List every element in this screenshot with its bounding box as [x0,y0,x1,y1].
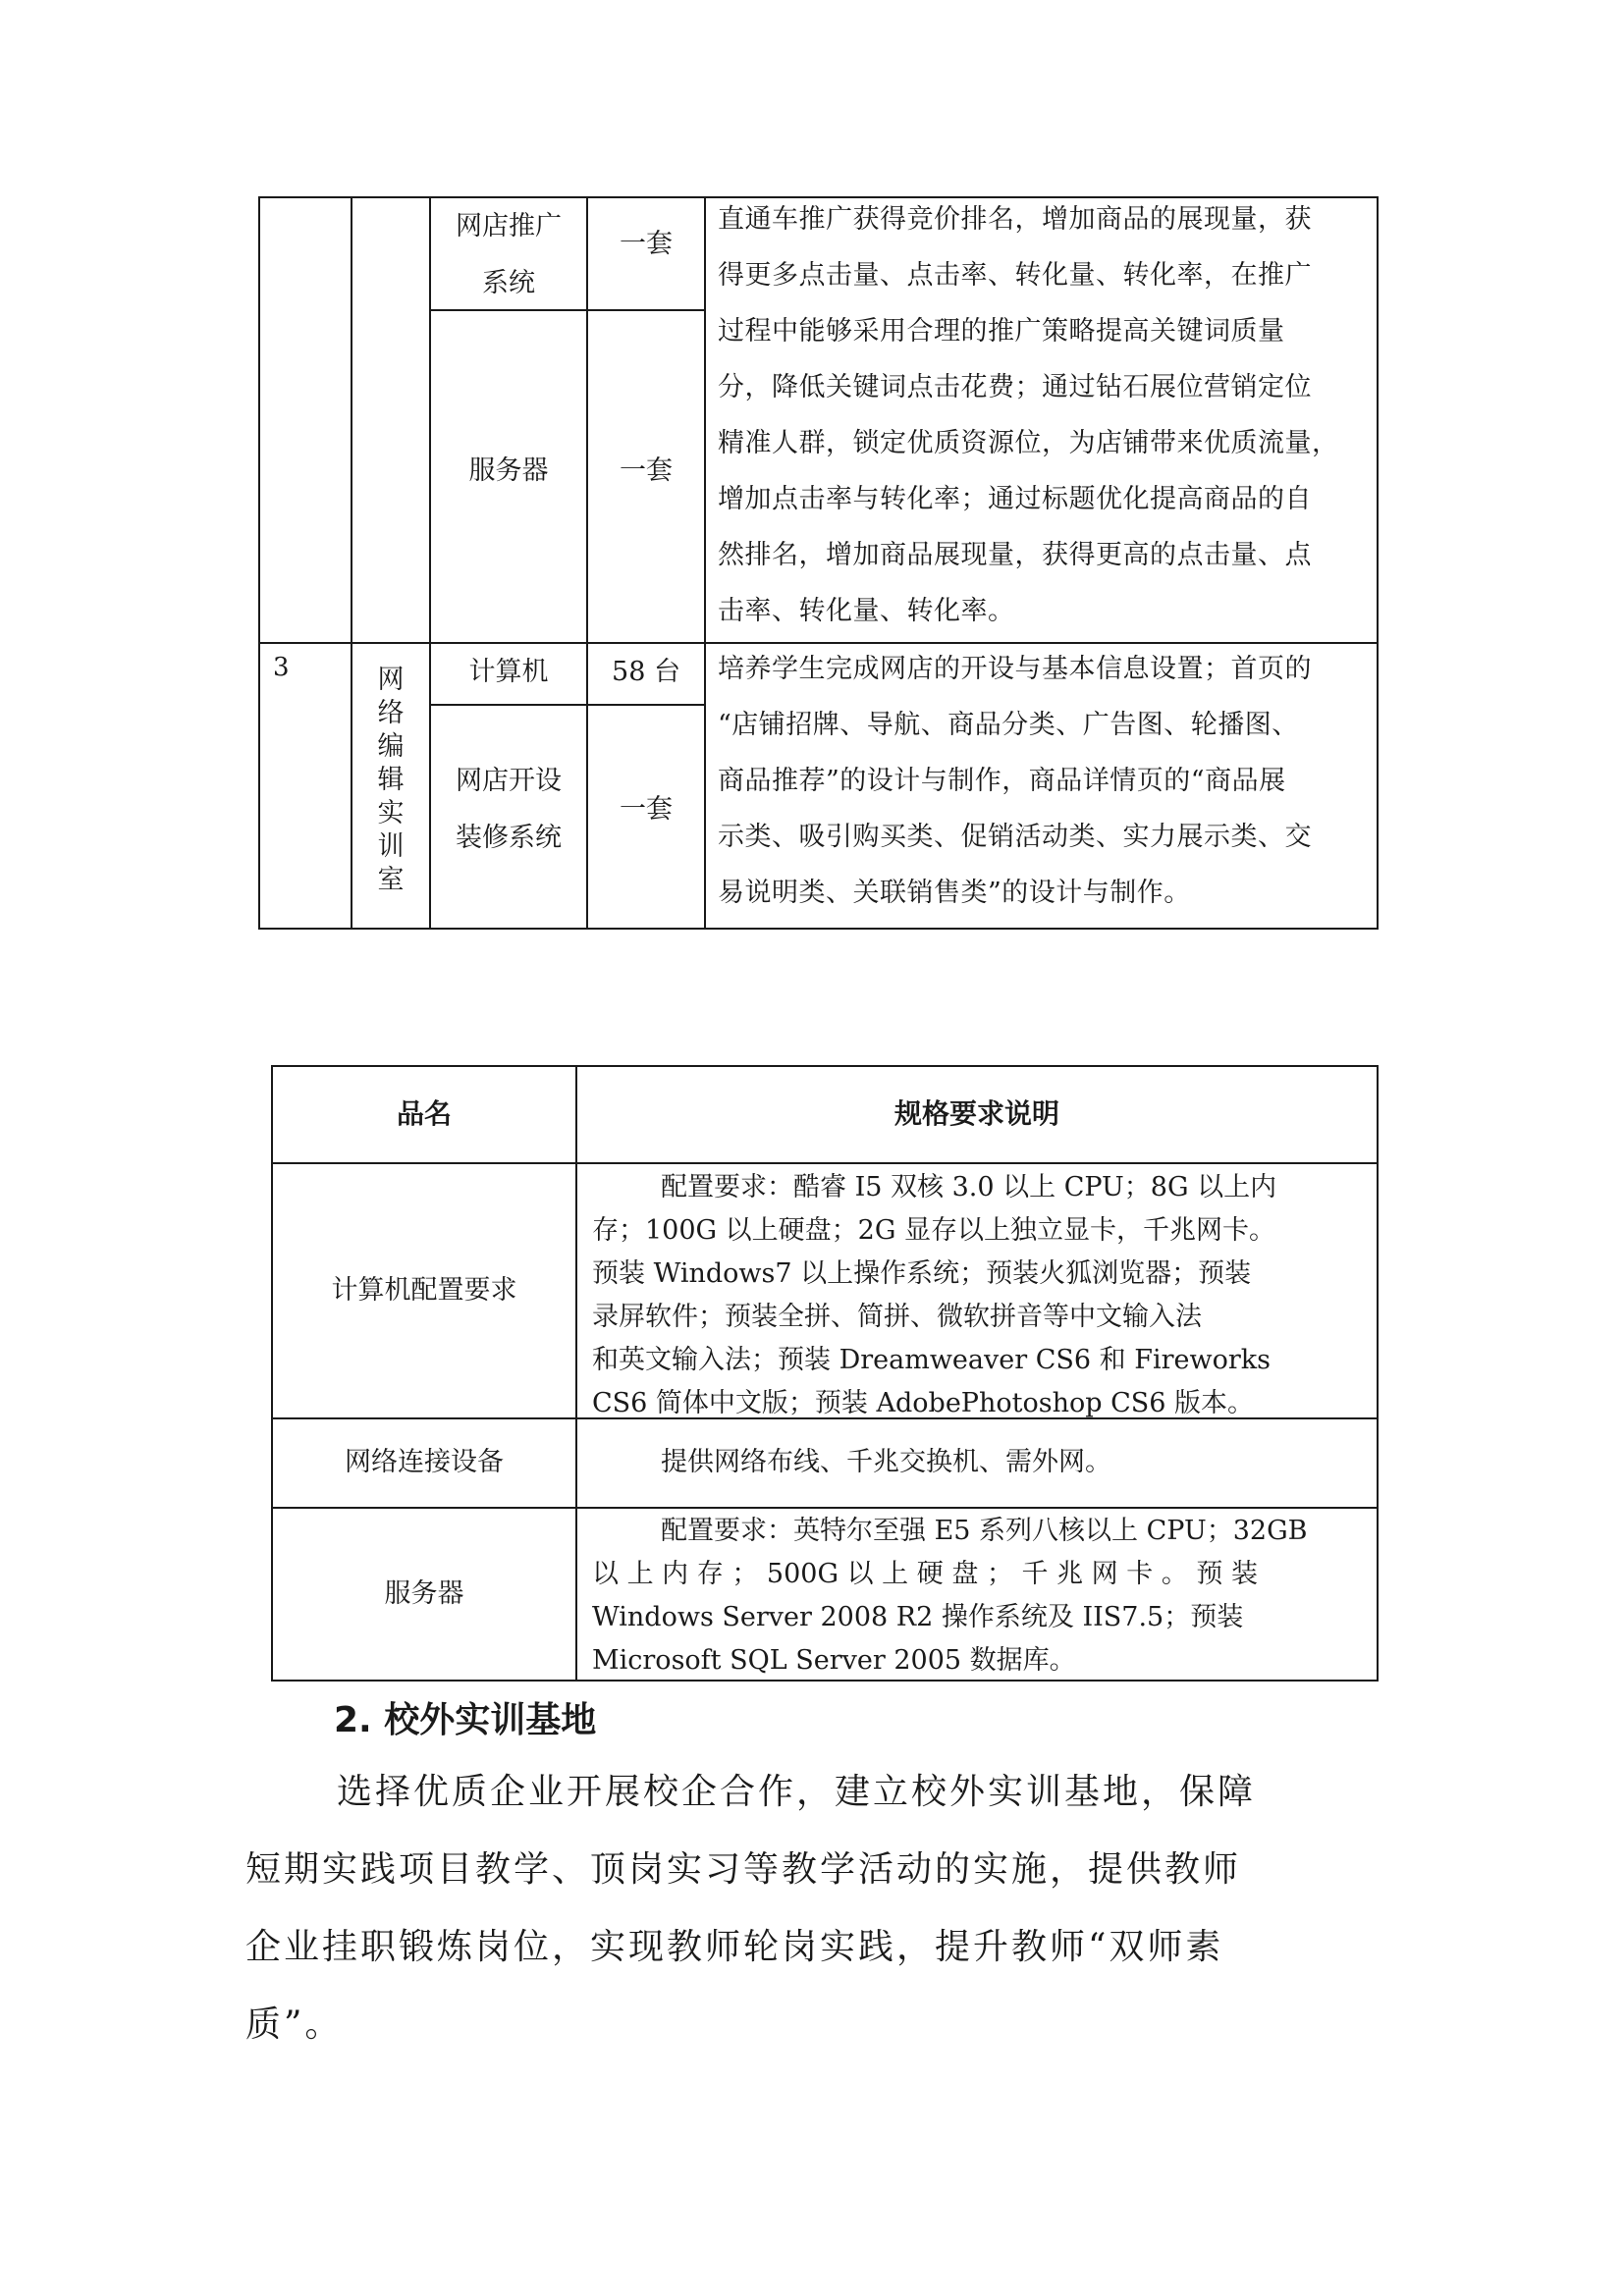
spec-description [592,1166,1368,1425]
row-index: 3 [273,653,290,682]
column-header-name: 品名 [396,1097,452,1130]
spec-table [0,1060,1624,1688]
spec-line: 提供网络布线、千兆交换机、需外网。 [661,1447,1111,1477]
table1-col-divider [704,196,706,930]
item-name [431,198,586,312]
item-quantity: 一套 [620,794,673,825]
description-line: 培养学生完成网店的开设与基本信息设置；首页的 [718,654,1312,684]
description-line: 然排名，增加商品展现量，获得更高的点击量、点 [718,540,1312,570]
table1-border-bottom [258,928,1379,930]
table2-row-divider [271,1507,1379,1509]
item-description [718,191,1372,639]
paragraph-line: 选择优质企业开展校企合作，建立校外实训基地，保障 [337,1772,1257,1812]
description-line: 精准人群，锁定优质资源位，为店铺带来优质流量， [718,428,1339,458]
table1-item-divider [429,704,704,706]
spec-item-name: 网络连接设备 [345,1447,504,1477]
description-line: 商品推荐”的设计与制作，商品详情页的“商品展 [718,766,1286,796]
item-description [718,641,1372,921]
description-line: 分，降低关键词点击花费；通过钻石展位营销定位 [718,372,1312,402]
item-name: 服务器 [468,455,549,486]
table1-col-divider [351,196,352,930]
description-line: 示类、吸引购买类、促销活动类、实力展示类、交 [718,822,1312,852]
spec-item-name: 计算机配置要求 [331,1275,517,1306]
item-quantity: 一套 [620,229,673,259]
spec-line: 预装 Windows7 以上操作系统；预装火狐浏览器；预装 [592,1258,1252,1289]
column-header-spec: 规格要求说明 [893,1097,1059,1130]
spec-line: Microsoft SQL Server 2005 数据库。 [592,1645,1076,1676]
spec-line: 配置要求：英特尔至强 E5 系列八核以上 CPU；32GB [661,1516,1308,1546]
table2-border-right [1377,1065,1379,1682]
paragraph-line: 企业挂职锻炼岗位，实现教师轮岗实践，提升教师“双师素 [245,1927,1224,1967]
paragraph-line: 短期实践项目教学、顶岗实习等教学活动的实施，提供教师 [245,1849,1242,1890]
section-paragraph [245,1753,1394,2063]
item-name-line: 系统 [482,268,535,298]
table2-col-divider [575,1065,577,1682]
spec-line: Windows Server 2008 R2 操作系统及 IIS7.5；预装 [592,1602,1244,1632]
section-heading: 2. 校外实训基地 [334,1700,597,1740]
description-line: 过程中能够采用合理的推广策略提高关键词质量 [718,316,1285,347]
spec-item-name: 服务器 [384,1578,464,1609]
item-name-line: 装修系统 [456,823,562,853]
description-line: 击率、转化量、转化率。 [718,596,1015,626]
item-name-line: 网店开设 [456,766,562,796]
spec-description [592,1510,1368,1682]
paragraph-line: 质”。 [245,2004,344,2045]
description-line: “店铺招牌、导航、商品分类、广告图、轮播图、 [718,710,1299,740]
spec-description [592,1441,1368,1484]
table2-header-divider [271,1162,1379,1164]
item-name: 计算机 [468,657,549,687]
table1-border-left [258,196,260,930]
item-quantity: 一套 [620,455,673,486]
item-quantity: 58 台 [612,657,680,687]
room-name: 网络编辑实训室 [377,665,405,895]
description-line: 得更多点击量、点击率、转化量、转化率，在推广 [718,260,1312,291]
spec-line: 配置要求：酷睿 I5 双核 3.0 以上 CPU；8G 以上内 [661,1172,1277,1202]
spec-line: 和英文输入法；预装 Dreamweaver CS6 和 Fireworks [592,1345,1271,1375]
spec-line: 存；100G 以上硬盘；2G 显存以上独立显卡，千兆网卡。 [592,1215,1276,1246]
description-line: 直通车推广获得竞价排名，增加商品的展现量，获 [718,204,1312,235]
item-name [431,753,586,867]
spec-line: 录屏软件；预装全拼、简拼、微软拼音等中文输入法 [592,1302,1202,1332]
table2-border-top [271,1065,1379,1067]
spec-line: 以 上 内 存 ； 500G 以 上 硬 盘 ； 千 兆 网 卡 。 预 装 [592,1559,1259,1589]
equipment-table [0,0,1624,942]
table1-border-right [1377,196,1379,930]
item-name-line: 网店推广 [456,211,562,241]
spec-line: CS6 简体中文版；预装 AdobePhotoshop CS6 版本。 [592,1388,1254,1418]
description-line: 易说明类、关联销售类”的设计与制作。 [718,878,1191,908]
description-line: 增加点击率与转化率；通过标题优化提高商品的自 [718,484,1312,514]
